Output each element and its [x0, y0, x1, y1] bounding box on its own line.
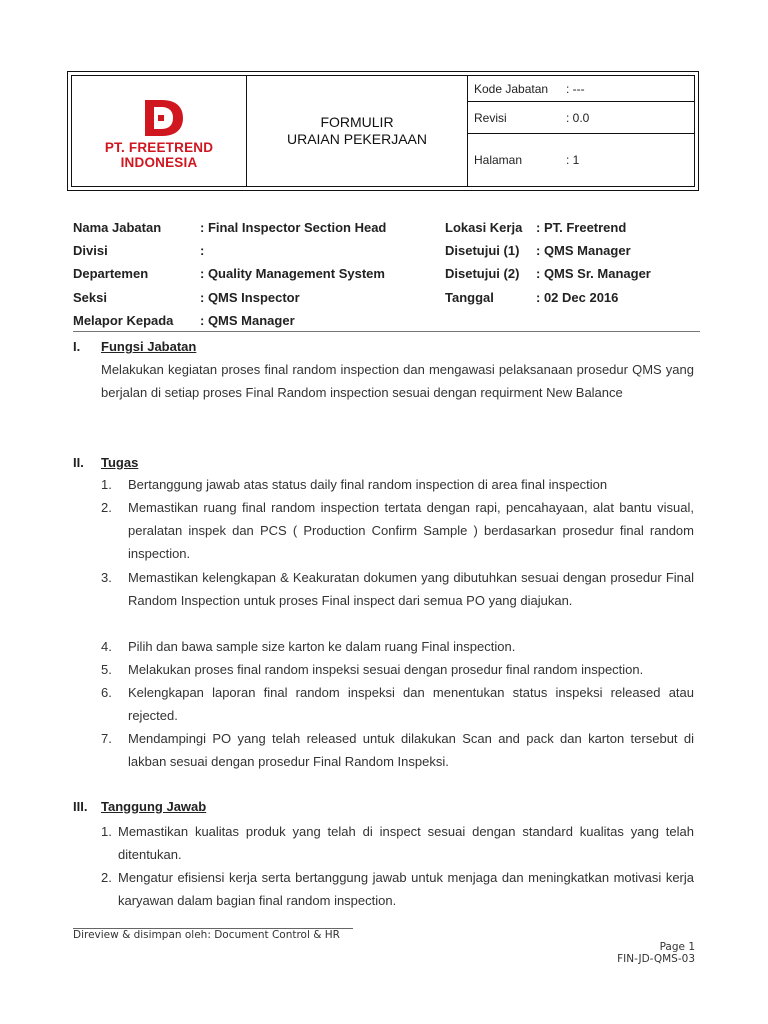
meta-row-halaman — [468, 134, 694, 186]
section-title: Tugas — [101, 455, 139, 470]
meta-value: : --- — [566, 81, 585, 96]
info-label-lokasi-kerja: Lokasi Kerja — [445, 220, 523, 235]
footer-page-number: Page 1 — [659, 941, 695, 953]
footer-review-note: Direview & disimpan oleh: Document Control & HR — [73, 929, 340, 941]
list-item-number: 3. — [101, 570, 112, 585]
list-item-number: 4. — [101, 639, 112, 654]
section-title: Fungsi Jabatan — [101, 339, 197, 354]
list-item-number: 5. — [101, 662, 112, 677]
info-value-disetujui-1: : QMS Manager — [536, 243, 631, 258]
section-number: I. — [73, 339, 81, 354]
info-label-divisi: Divisi — [73, 243, 108, 258]
info-label-disetujui-1: Disetujui (1) — [445, 243, 520, 258]
list-item-text: Memastikan kelengkapan & Keakuratan dokumen yang dibutuhkan sesuai dengan prosedur Final Random Inspection untuk proses Final inspect dari semua PO yang diajukan. — [128, 570, 694, 608]
meta-label: Kode Jabatan — [474, 81, 549, 96]
list-item-number: 2. — [101, 500, 112, 515]
footer-document-code: FIN-JD-QMS-03 — [617, 953, 695, 965]
info-label-melapor-kepada: Melapor Kepada — [73, 313, 174, 328]
document-header — [67, 71, 699, 191]
header-inner — [71, 75, 695, 187]
info-label-tanggal: Tanggal — [445, 290, 494, 305]
form-title-line2: URAIAN PEKERJAAN — [286, 131, 428, 147]
logo-cell — [72, 76, 247, 186]
form-meta — [468, 76, 694, 186]
info-value-seksi: : QMS Inspector — [200, 290, 300, 305]
info-label-nama-jabatan: Nama Jabatan — [73, 220, 162, 235]
section-title: Tanggung Jawab — [101, 799, 207, 814]
meta-row-kode-jabatan — [468, 76, 694, 102]
info-value-tanggal: : 02 Dec 2016 — [536, 290, 619, 305]
section-text-fungsi-jabatan: Melakukan kegiatan proses final random inspection dan mengawasi pelaksanaan prosedur QMS yang berjalan di setiap proses Final Random inspection sesuai dengan requirment New Balance — [101, 362, 694, 400]
info-label-disetujui-2: Disetujui (2) — [445, 266, 520, 281]
list-item-number: 1. — [101, 477, 112, 492]
info-label-seksi: Seksi — [73, 290, 107, 305]
info-value-lokasi-kerja: : PT. Freetrend — [536, 220, 627, 235]
meta-value: : 1 — [566, 153, 580, 167]
meta-label: Halaman — [474, 153, 523, 167]
list-item-text: Mendampingi PO yang telah released untuk dilakukan Scan and pack dan karton tersebut di lakban sesuai dengan prosedur Final Random Inspeksi. — [128, 731, 694, 769]
info-value-divisi: : — [200, 243, 205, 258]
freetrend-logo-icon — [72, 76, 246, 146]
info-value-departemen: : Quality Management System — [200, 266, 385, 281]
list-item-text: Memastikan kualitas produk yang telah di inspect sesuai dengan standard kualitas yang telah ditentukan. — [118, 824, 694, 862]
info-value-melapor-kepada: : QMS Manager — [200, 313, 295, 328]
meta-row-revisi — [468, 102, 694, 134]
info-divider — [73, 331, 700, 332]
list-item-text: Mengatur efisiensi kerja serta bertanggung jawab untuk menjaga dan meningkatkan motivasi kerja karyawan dalam bagian final random inspection. — [118, 870, 694, 908]
list-item-text: Melakukan proses final random inspeksi sesuai dengan prosedur final random inspection. — [128, 662, 644, 677]
list-item-text: Bertanggung jawab atas status daily final random inspection di area final inspection — [128, 477, 608, 492]
company-name-line1: PT. FREETREND — [104, 140, 214, 155]
list-item-number: 2. — [101, 870, 112, 885]
meta-label: Revisi — [474, 110, 507, 125]
list-item-text: Kelengkapan laporan final random inspeksi dan menentukan status inspeksi released atau rejected. — [128, 685, 694, 723]
list-item-text: Pilih dan bawa sample size karton ke dalam ruang Final inspection. — [128, 639, 516, 654]
section-number: II. — [73, 455, 84, 470]
list-item-number: 7. — [101, 731, 112, 746]
section-number: III. — [73, 799, 88, 814]
list-item-number: 1. — [101, 824, 112, 839]
company-name-line2: INDONESIA — [120, 155, 198, 170]
info-label-departemen: Departemen — [73, 266, 149, 281]
list-item-text: Memastikan ruang final random inspection tertata dengan rapi, pencahayaan, alat bantu visual, peralatan inspek dan PCS ( Production Confirm Sample ) berdasarkan prosedur final random inspection. — [128, 500, 694, 561]
info-value-disetujui-2: : QMS Sr. Manager — [536, 266, 651, 281]
form-title — [247, 76, 468, 186]
info-value-nama-jabatan: : Final Inspector Section Head — [200, 220, 387, 235]
list-item-number: 6. — [101, 685, 112, 700]
form-title-line1: FORMULIR — [320, 114, 394, 130]
meta-value: : 0.0 — [566, 110, 590, 125]
